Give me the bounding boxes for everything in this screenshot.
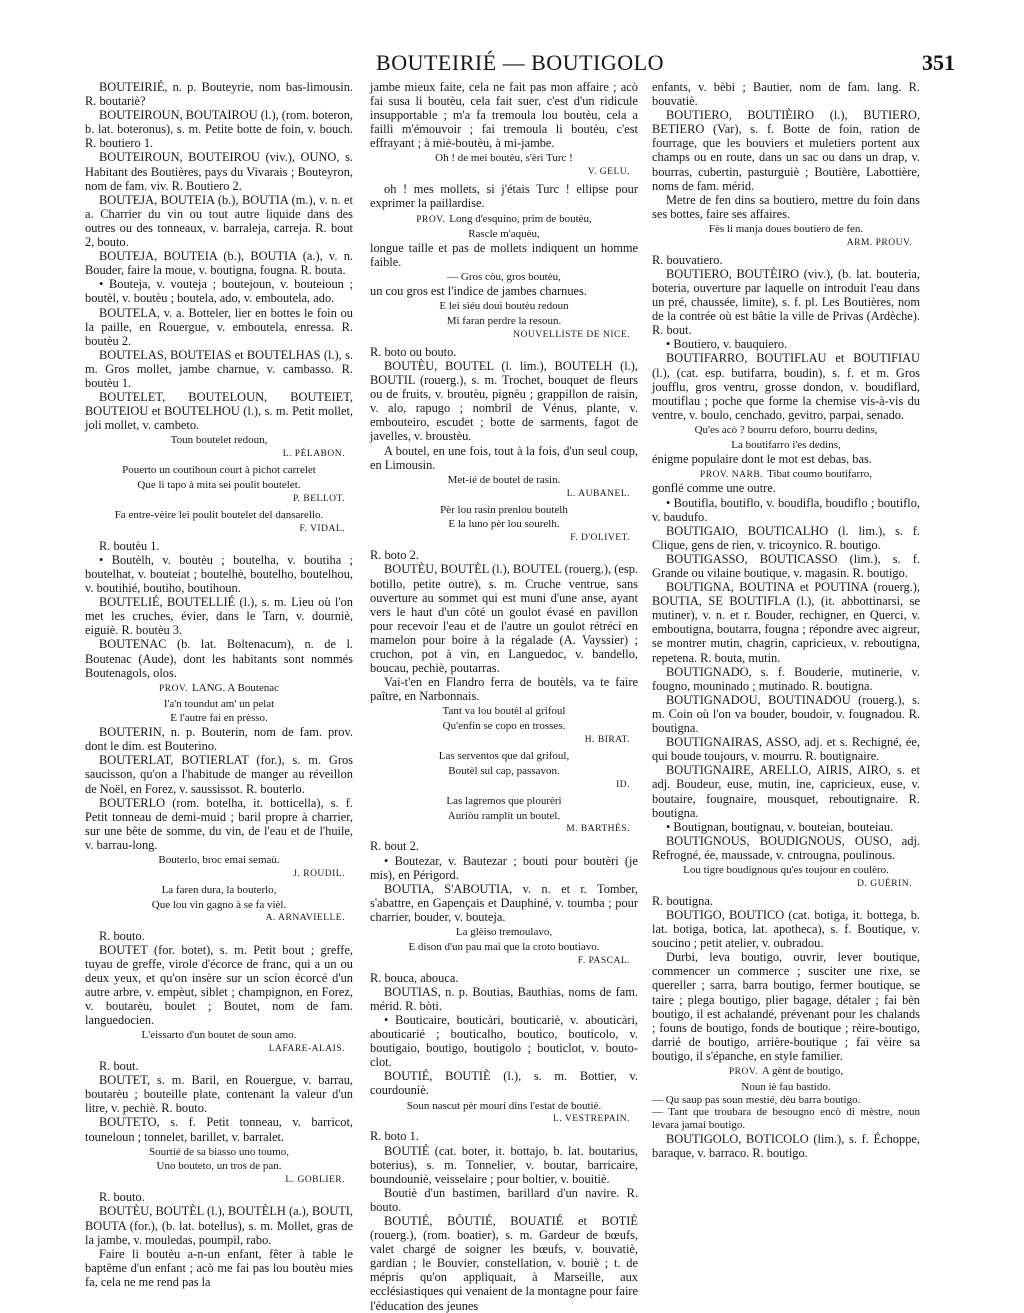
dictionary-entry: Faire li boutèu a-n-un enfant, fêter à table le baptême d'un enfant ; acò me fai pas lou boutèu mies fa, cela ne me rend pas la	[85, 1246, 353, 1289]
dictionary-entry: BOUTIFARRO, BOUTIFLAU et BOUTIFIAU (l.), (cat. esp. butifarra, boudin), s. f. et m. Gros joufflu, gros ventru, grosse dondon, v. boudiflard, moutiflau ; poche que forme la chemise vis-à-vis du ventre, v. boulo, cenchado, gevitro, parpai, senado.	[652, 351, 920, 422]
dictionary-entry: R. bouvatiero.	[652, 252, 723, 267]
dictionary-entry: BOUTIÉ, BÒUTIÉ, BOUATIÉ et BOTIÈ (rouerg.), (rom. boatier), s. m. Gardeur de bœufs, valet chargé de soigner les bœufs, v. bouvatiè, gardian ; le Bouvier, constellation, v. bouiè ; t. de mépris qu'on appliquait, à Marseille, aux ecclésiastiques qui venaient de la montagne pour faire l'éducation des jeunes	[370, 1213, 639, 1313]
quotation-line: Noun iè fau bastido.	[741, 1080, 831, 1093]
proverb-text: A gènt de boutigo,	[761, 1064, 844, 1077]
dictionary-entry: R. boutigna.	[652, 893, 713, 908]
proverb-line	[652, 1065, 920, 1079]
dictionary-entry: BOUTIGNADOU, BOUTINADOU (rouerg.), s. m. Coin où l'on va bouder, boudoir, v. fougnadou. R. boutigna.	[652, 692, 920, 736]
dictionary-entry: BOUTELIÉ, BOUTELLIÉ (l.), s. m. Lieu où l'on met les cruches, évier, dans le Tarn, v. dourniè, eiguiè. R. boutèu 3.	[85, 595, 353, 638]
quotation-author: F. D'OLIVET.	[570, 533, 630, 544]
dictionary-entry: • Bouticaire, bouticàri, bouticariè, v. abouticàri, abouticarié ; bouticalho, boutico, bouticolo, v. boutigaio, boutigo, boutigolo ; bouticlot, v. bouto-clot.	[370, 1012, 638, 1070]
quotation-line: Qu'enfin se copo en trosses.	[442, 720, 566, 733]
dictionary-entry: BOUTEIRIÉ, n. p. Bouteyrie, nom bas-limousin. R. boutariè?	[85, 80, 353, 109]
dictionary-entry: BOUTELET, BOUTELOUN, BOUTEIET, BOUTEIOU et BOUTELHOU (l.), s. m. Petit mollet, joli mollet, v. cambeto.	[85, 390, 353, 433]
dictionary-entry: BOUTELA, v. a. Botteler, lier en bottes le foin ou la paille, en Rouergue, v. emboutela, enressa. R. boutèu 2.	[85, 305, 353, 348]
proverb-line: — Tant que troubara de besougno encò di mèstre, noun levara jamai boutigo.	[652, 1106, 920, 1132]
dictionary-entry: Boutiè d'un bastimen, barillard d'un navire. R. bouto.	[370, 1185, 638, 1214]
dictionary-entry: BOUTIGASSO, BOUTICASSO (lim.), s. f. Grande ou vilaine boutique, v. magasin. R. boutigo.	[652, 551, 920, 580]
quotation-line: La boutifarro i'es dedins,	[731, 438, 841, 451]
dictionary-entry: R. bouto.	[99, 928, 145, 943]
proverb-line: — Qu saup pas soun mestié, dèu barra boutigo.	[652, 1093, 861, 1106]
quotation-author: P. BELLOT.	[292, 493, 345, 504]
dictionary-entry: BOUTELAS, BOUTEIAS et BOUTELHAS (l.), s. m. Gros mollet, jambe charnue, v. cambasso. R. boutèu 1.	[85, 347, 353, 390]
dictionary-entry: BOUTIGO, BOUTICO (cat. botiga, it. bottega, b. lat. botiga, botica, lat. apotheca), s. f. Boutique, v. soucino ; petit atelier, v. oubradou.	[652, 907, 920, 951]
quotation-line: Boutèl sul cap, passavon.	[448, 764, 560, 777]
quotation-author: L. GOBLIER.	[285, 1175, 345, 1186]
quotation-author: F. PASCAL.	[577, 955, 630, 966]
dictionary-entry: R. bout.	[99, 1059, 139, 1074]
quotation-author: L. PÉLABON.	[282, 449, 345, 460]
proverb-line	[370, 213, 638, 227]
quotation-author: J. ROUDIL.	[293, 868, 345, 879]
dictionary-entry: BOUTÈU, BOUTÈL (l.), BOUTÈLH (a.), BOUTI, BOUTA (for.), (b. lat. botellus), s. m. Mollet, gras de la jambe, v. mouledas, poumpil, rabo.	[85, 1204, 353, 1247]
quotation-author: ARM. PROUV.	[846, 237, 912, 248]
dictionary-entry: BOUTIGNA, BOUTINA et POUTINA (rouerg.), BOUTIA, SE BOUTIFLA (l.), (it. abbottinarsi, se mutiner), v. n. et r. Bouder, rechigner, en Querci, v. emboutigna, boutarra, fougna ; répondre avec aigreur, se montrer mutin, chagrin, capricieux, v. reboutigna, repetena. R. bouta, mutin.	[652, 580, 920, 665]
quotation-author: ID.	[616, 779, 630, 790]
proverb-text: Long d'esquino, prim de boutèu,	[449, 212, 592, 225]
dictionary-entry: R. bouca, abouca.	[370, 970, 459, 985]
proverb-label: PROV.	[728, 1066, 758, 1077]
dictionary-entry: BOUTIA, S'ABOUTIA, v. n. et r. Tomber, s'abattre, en Gapençais et Dauphiné, v. toumba ; pour charrier, bouder, v. bouteja.	[370, 881, 638, 924]
dictionary-entry: BOUTÈU, BOUTÈL (l.), BOUTEL (rouerg.), (esp. botillo, petite outre), s. m. Cruche ventrue, sans ouverture au sommet qui est muni d'une anse, ayant vers le haut d'un côté un goulot évasé en pavillon pour recevoir l'eau et de l'autre un goulot rétréci en mamelon pour boire à la régalade (A. Vayssier) ; cruchon, pot à vin, en Languedoc, v. bandello, boucau, pechiè, poutarras.	[370, 562, 638, 676]
dictionary-entry: BOUTIGAIO, BOUTICALHO (l. lim.), s. f. Clique, gens de rien, v. tricoynico. R. boutigo.	[652, 523, 920, 552]
proverb-label: PROV. NARB.	[699, 469, 764, 480]
dictionary-entry: BOUTIGOLO, BOTICOLO (lim.), s. f. Échoppe, baraque, v. barraco. R. boutigo.	[652, 1131, 920, 1161]
quotation-author: H. BIRAT.	[584, 734, 630, 745]
dictionary-entry: longue taille et pas de mollets indiquent un homme faible.	[370, 241, 638, 270]
dictionary-entry: BOUTIGNADO, s. f. Bouderie, mutinerie, v. fougno, mouninado ; mutinado. R. boutigna.	[652, 664, 920, 693]
quotation-line: E dison d'un pau mai que la croto boutiavo.	[408, 940, 600, 953]
dictionary-entry: R. bouto.	[99, 1190, 145, 1205]
quotation-author: L. AUBANEL.	[566, 488, 630, 499]
dictionary-entry: Metre de fen dins sa boutiero, mettre du foin dans ses bottes, faire ses affaires.	[652, 192, 920, 221]
dictionary-entry: BOUTÈU, BOUTEL (l. lim.), BOUTELH (l.), BOUTIL (rouerg.), s. m. Trochet, bouquet de fleurs ou de fruits, v. broutèu, pignèu ; grappillon de raisin, v. alo, rapugo ; nombril de Vénus, plante, v. embouteiro, escudet ; botte de sarments, fagot de javelles, v. broustèu.	[370, 359, 638, 444]
dictionary-entry: R. bout 2.	[370, 839, 419, 854]
dictionary-entry: • Boutignan, boutignau, v. bouteian, bouteiau.	[666, 819, 894, 834]
running-title: BOUTEIRIÉ — BOUTIGOLO	[376, 50, 664, 75]
dictionary-entry: enfants, v. bèbi ; Bautier, nom de fam. lang. R. bouvatiè.	[652, 80, 920, 109]
dictionary-entry: BOUTEJA, BOUTEIA (b.), BOUTIA (a.), v. n. Bouder, faire la moue, v. boutigna, fougna. R. bouta.	[85, 249, 353, 278]
quotation-line: Que li tapo à mita sei poulit boutelet.	[137, 479, 301, 492]
dictionary-entry: BOUTERLO (rom. botelha, it. botticella), s. f. Petit tonneau de demi-muid ; baril propre à charrier, sur une bête de somme, du vin, de l'eau et de l'huile, v. barrau-long.	[85, 795, 353, 852]
dictionary-entry: • Boutifla, boutiflo, v. boudifla, boudiflo ; boutiflo, v. baudufo.	[652, 495, 920, 524]
proverb-line	[652, 468, 920, 482]
quotation-line: Fès li manja doues boutiero de fen.	[708, 222, 864, 235]
quotation-line: Uno bouteto, un tros de pan.	[156, 1160, 282, 1173]
quotation-author: NOUVELLISTE DE NICE.	[513, 329, 630, 340]
quotation-line: Lou tigre boudignous qu'es toujour en coulèro.	[683, 863, 889, 876]
proverb-label: PROV.	[158, 683, 188, 694]
dictionary-entry: gonflé comme une outre.	[652, 481, 776, 496]
dictionary-entry: BOUTET (for. botet), s. m. Petit bout ; greffe, tuyau de greffe, virole d'écorce de franc, qui a un ou deux yeux, et qu'on insère sur un scion écorcé d'un autre arbre, v. empèut, siblet ; champignon, en Forez, v. boutarèu, boulet ; Boutet, nom de fam. languedocien.	[85, 942, 353, 1028]
proverb-line	[85, 682, 353, 696]
quotation-line: Pouerto un coutihoun court à pichot carrelet	[122, 464, 316, 477]
dictionary-entry: un cou gros est l'indice de jambes charnues.	[370, 284, 587, 299]
dictionary-entry: Durbi, leva boutigo, ouvrir, lever boutique, commencer un commerce ; susciter une rixe, se quereller ; sarra, barra boutigo, fermer boutique, se taire ; plega boutigo, plier bagage, détaler ; fai bèn boutigo, il est achalandé, prévenant pour les chalands ; founs de boutigo, fonds de boutique ; rèire-boutigo, darrié de boutigo, arrière-boutique ; fai vèire sa boutigo, il s'épanche, en style familier.	[652, 950, 920, 1063]
dictionary-entry: R. boto ou bouto.	[370, 344, 457, 359]
quotation-line: La faren dura, la bouterlo,	[161, 883, 277, 896]
column-middle	[370, 80, 639, 1313]
quotation-line: Soun nascut pèr mouri dins l'estat de boutiè.	[406, 1099, 602, 1112]
dictionary-entry: R. boutèu 1.	[99, 538, 160, 553]
quotation-author: F. VIDAL.	[299, 523, 345, 534]
quotation-line: Que lou vin gagno à se fa vièl.	[151, 898, 287, 911]
quotation-line: L'eissarto d'un boutet de soun amo.	[141, 1029, 297, 1042]
dictionary-entry: BOUTET, s. m. Baril, en Rouergue, v. barrau, boutarèu ; bouteille plate, contenant la valeur d'un litre, v. pechiè. R. bouto.	[85, 1073, 353, 1116]
quotation-line: Oh ! de mei boutèu, s'èri Turc !	[435, 152, 573, 165]
quotation-line: Toun boutelet redoun,	[170, 434, 268, 447]
dictionary-entry: BOUTIAS, n. p. Boutias, Bauthias, noms de fam. mérid. R. bòti.	[370, 984, 638, 1013]
quotation-line: Mi faran perdre la resoun.	[446, 315, 562, 328]
page-number: 351	[922, 50, 955, 75]
quotation-line: E la luno pèr lou sourelh.	[448, 518, 560, 531]
page-header	[85, 50, 955, 82]
dictionary-entry: BOUTETO, s. f. Petit tonneau, v. barricot, touneloun ; tonnelet, barillet, v. barralet.	[85, 1115, 353, 1144]
dictionary-entry: BOUTEIROUN, BOUTEIROU (viv.), OUNO, s. Habitant des Boutières, pays du Vivarais ; Bouteyron, nom de fam. viv. R. Boutiero 2.	[85, 150, 353, 193]
dictionary-entry: BOUTERIN, n. p. Bouterin, nom de fam. prov. dont le dim. est Bouterino.	[85, 725, 353, 754]
dictionary-entry: A boutel, en une fois, tout à la fois, d'un seul coup, en Limousin.	[370, 443, 638, 472]
dictionary-entry: BOUTIÉ, BOUTIÈ (l.), s. m. Bottier, v. courdouniè.	[370, 1069, 638, 1098]
quotation-line: Las lagremos que plourèri	[446, 794, 562, 807]
quotation-line: Tant va lou boutèl al grifoul	[442, 705, 566, 718]
proverb-label: PROV.	[416, 214, 446, 225]
quotation-author: L. VESTREPAIN.	[553, 1114, 630, 1125]
quotation-line: Las serventos que dal grifoul,	[438, 750, 570, 763]
dictionary-entry: BOUTEJA, BOUTEIA (b.), BOUTIA (m.), v. n. et a. Charrier du vin ou tout autre liquide dans des outres ou des tonneaux, v. barraleja, carreja. R. bout 2, bouto.	[85, 192, 353, 250]
dictionary-entry: oh ! mes mollets, si j'étais Turc ! ellipse pour exprimer la paillardise.	[370, 182, 638, 211]
column-left	[85, 80, 353, 1295]
dictionary-entry: • Boutiero, v. bauquiero.	[666, 337, 788, 352]
quotation-author: A. ARNAVIELLE.	[265, 913, 345, 924]
quotation-author: V. GELU.	[587, 167, 630, 178]
quotation-author: LAFARE-ALAIS.	[268, 1044, 345, 1055]
quotation-line: E l'autre fai en prèsso.	[170, 712, 268, 725]
quotation-line: Fa entre-vèire lei poulit boutelet del dansarello.	[114, 508, 324, 521]
dictionary-entry: BOUTIERO, BOUTÈIRO (viv.), (b. lat. bouteria, boteria, ouverture par laquelle on introduit l'eau dans un pré, chaussée, limite), s. f. pl. Les Boutières, nom de la contrée où est bâtie la ville de Privas (Ardèche). R. bout.	[652, 266, 920, 338]
quotation-line: E lei siéu doui boutèu redoun	[439, 300, 569, 313]
quotation-line: Met-ié de boutel de rasin.	[447, 473, 561, 486]
dictionary-entry: BOUTIGNAIRE, ARELLO, AIRIS, AIRO, s. et adj. Boudeur, euse, mutin, ine, capricieux, euse, v. boutaire, fougnaire, mousquet, reboutignaire. R. boutigna.	[652, 763, 920, 820]
quotation-line: Bouterlo, broc emai semaù.	[158, 853, 280, 866]
quotation-line: Rascle m'aquèu,	[468, 228, 540, 241]
dictionary-entry: R. boto 1.	[370, 1129, 419, 1144]
dictionary-entry: • Boutèlh, v. boutèu ; boutelha, v. boutiha ; boutelhat, v. bouteiat ; boutelhè, boutelho, boutelhou, v. boutihié, boutiho, boutihoun.	[85, 552, 353, 596]
quotation-author: M. BARTHÉS.	[566, 824, 630, 835]
quotation-line: Sourtié de sa biasso uno toumo,	[149, 1145, 289, 1158]
quotation-line: La glèiso tremoulavo,	[455, 925, 553, 938]
dictionary-entry: jambe mieux faite, cela ne fait pas mon affaire ; acò fai susa li boutèu, cela fait suer, c'est d'un ridicule insupportable ; m'a fa tremoula lou boutèu, cela a failli m'émouvoir ; fai tremoula li boutèu, c'est effrayant ; à miè-boutèu, à mi-jambe.	[370, 80, 638, 151]
dictionary-entry: R. boto 2.	[370, 548, 419, 563]
dictionary-entry: Vai-t'en en Flandro ferra de boutèls, va te faire paître, en Narbonnais.	[370, 675, 638, 704]
dictionary-entry: • Boutezar, v. Bautezar ; bouti pour boutèri (je mis), en Périgord.	[370, 853, 638, 882]
proverb-text: LANG. A Boutenac	[191, 681, 280, 694]
dictionary-entry: BOUTEIROUN, BOUTAIROU (l.), (rom. boteron, b. lat. boteronus), s. m. Petite botte de foin, v. bouch. R. boutiero 1.	[85, 108, 354, 151]
quotation-line: — Gros còu, gros boutèu,	[447, 271, 561, 284]
dictionary-entry: • Bouteja, v. vouteja ; boutejoun, v. bouteioun ; boutèl, v. boutèu ; boutela, ado, v. emboutela, ado.	[85, 277, 353, 306]
dictionary-entry: BOUTIGNOUS, BOUDIGNOUS, OUSO, adj. Refrogné, ée, maussade, v. cntrougna, poulinous.	[652, 833, 920, 862]
quotation-line: Pèr lou rasin prenlou boutelh	[440, 503, 568, 516]
dictionary-entry: BOUTIÉ (cat. boter, it. bottajo, b. lat. boutarius, boterius), s. m. Tonnelier, v. boutar, barricaire, boundouniè, veisselaire ; pour boltier, v. bouitiè.	[370, 1143, 638, 1186]
dictionary-entry: BOUTENAC (b. lat. Boltenacum), n. de l. Boutenac (Aude), dont les habitants sont nommés Boutenagols, olos.	[85, 637, 353, 680]
quotation-author: D. GUÉRIN.	[857, 878, 912, 889]
quotation-line: Qu'es acò ? bourru deforo, bourru dedins,	[694, 423, 878, 436]
quotation-line: I'a'n toundut am' un pelat	[163, 697, 275, 710]
dictionary-entry: BOUTERLAT, BOTIERLAT (for.), s. m. Gros saucisson, qu'on a l'habitude de manger au réveillon de Noël, en Forez, v. saussissot. R. bouterlo.	[85, 753, 353, 796]
column-right	[652, 80, 920, 1295]
quotation-line: Auriòu ramplit un boutel.	[447, 809, 561, 822]
dictionary-entry: BOUTIGNAIRAS, ASSO, adj. et s. Rechigné, ée, qui boude toujours, v. mourru. R. boutignaire.	[652, 735, 920, 764]
dictionary-entry: énigme populaire dont le mot est debas, bas.	[652, 451, 872, 466]
dictionary-entry: BOUTIERO, BOUTIÈIRO (l.), BUTIERO, BETIERO (Var), s. f. Botte de foin, ration de fourrage, que les bouviers et muletiers portent aux champs ou en route, dans un sac ou dans un drap, v. bourras, cubertin, pasturguiè ; Boutière, Labottière, noms de fam. mérid.	[652, 108, 920, 193]
proverb-text: Tibat coumo boutifarro,	[767, 467, 873, 480]
